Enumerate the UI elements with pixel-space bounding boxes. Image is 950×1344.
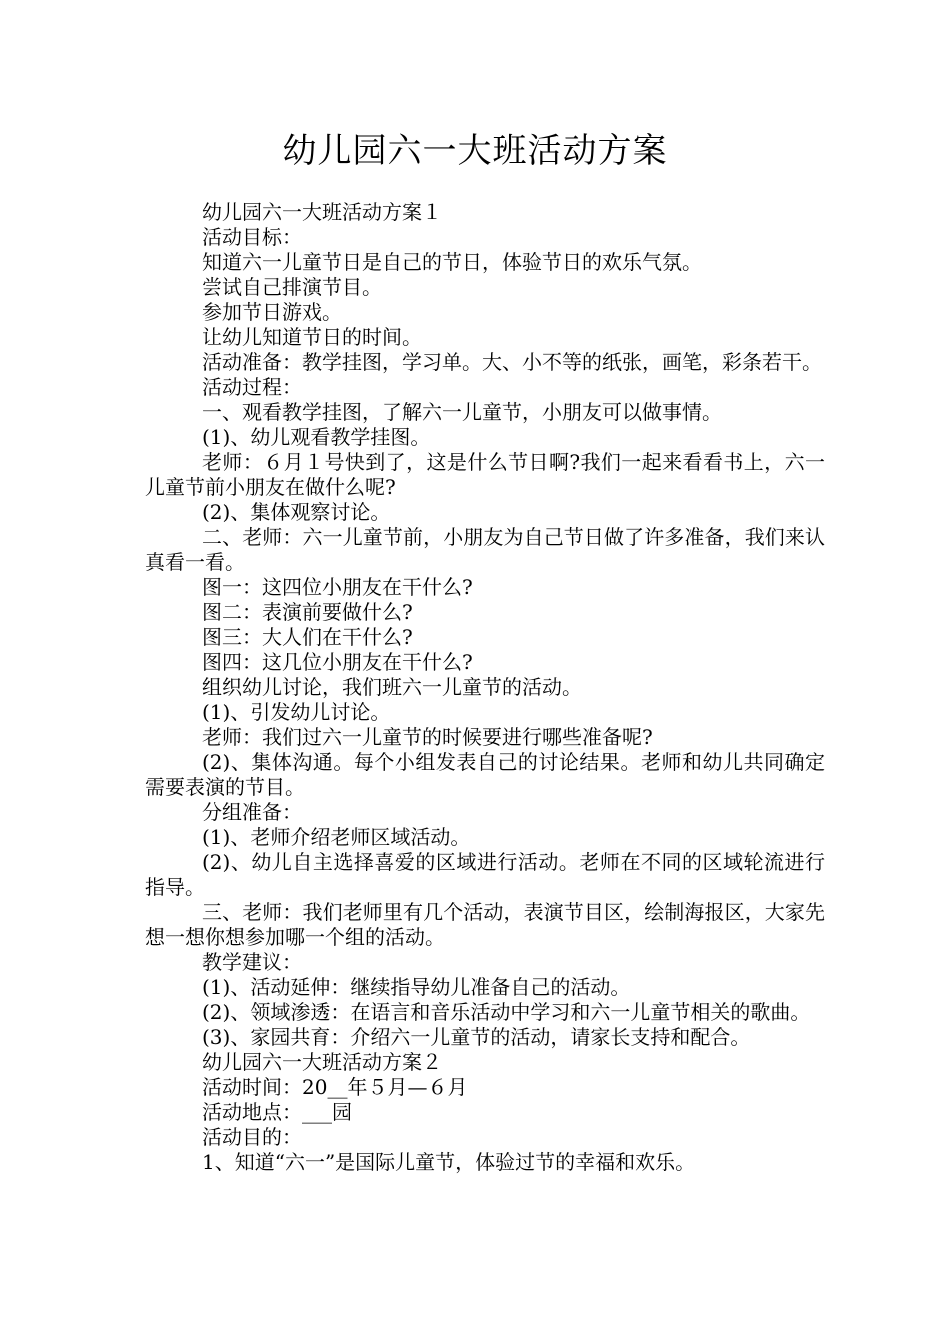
paragraph: 尝试自己排演节目。 (202, 275, 382, 299)
document-body (145, 200, 825, 1175)
paragraph: 参加节日游戏。 (202, 300, 342, 324)
paragraph: 让幼儿知道节日的时间。 (202, 325, 422, 349)
paragraph: (2)、领域渗透：在语言和音乐活动中学习和六一儿童节相关的歌曲。 (202, 1000, 811, 1024)
paragraph: 组织幼儿讨论，我们班六一儿童节的活动。 (202, 675, 582, 699)
paragraph: 1、知道“六一”是国际儿童节，体验过节的幸福和欢乐。 (202, 1150, 696, 1174)
paragraph: 图一：这四位小朋友在干什么? (202, 575, 473, 599)
paragraph: (2)、集体观察讨论。 (202, 500, 391, 524)
document-title: 幼儿园六一大班活动方案 (282, 131, 668, 171)
paragraph-goals-heading: 活动目标： (202, 225, 302, 249)
paragraph-plan-1-heading: 幼儿园六一大班活动方案１ (202, 200, 442, 224)
paragraph: 图二：表演前要做什么? (202, 600, 413, 624)
paragraph: (1)、老师介绍老师区域活动。 (202, 825, 471, 849)
paragraph: (1)、引发幼儿讨论。 (202, 700, 391, 724)
paragraph: 知道六一儿童节日是自己的节日，体验节日的欢乐气氛。 (202, 250, 702, 274)
paragraph: 老师：６月１号快到了，这是什么节日啊?我们一起来看看书上，六一儿童节前小朋友在做什么呢? (145, 450, 825, 499)
paragraph-plan-2-heading: 幼儿园六一大班活动方案２ (202, 1050, 442, 1074)
paragraph: 活动地点：___园 (202, 1100, 352, 1124)
paragraph: 图四：这几位小朋友在干什么? (202, 650, 473, 674)
paragraph: 活动准备：教学挂图，学习单。大、小不等的纸张，画笔，彩条若干。 (202, 350, 822, 374)
paragraph-group-prep-heading: 分组准备： (202, 800, 302, 824)
paragraph-suggestions-heading: 教学建议： (202, 950, 302, 974)
paragraph-process-heading: 活动过程： (202, 375, 302, 399)
paragraph: (2)、集体沟通。每个小组发表自己的讨论结果。老师和幼儿共同确定需要表演的节目。 (145, 750, 825, 799)
paragraph: (1)、活动延伸：继续指导幼儿准备自己的活动。 (202, 975, 631, 999)
paragraph: 二、老师：六一儿童节前，小朋友为自己节日做了许多准备，我们来认真看一看。 (145, 525, 825, 574)
paragraph: 老师：我们过六一儿童节的时候要进行哪些准备呢? (202, 725, 653, 749)
paragraph: 图三：大人们在干什么? (202, 625, 413, 649)
paragraph: 一、观看教学挂图，了解六一儿童节，小朋友可以做事情。 (202, 400, 722, 424)
paragraph: 三、老师：我们老师里有几个活动，表演节目区，绘制海报区，大家先想一想你想参加哪一个组的活动。 (145, 900, 825, 949)
paragraph: (1)、幼儿观看教学挂图。 (202, 425, 431, 449)
paragraph: 活动时间：20__年５月—６月 (202, 1075, 468, 1099)
paragraph: (3)、家园共育：介绍六一儿童节的活动，请家长支持和配合。 (202, 1025, 751, 1049)
paragraph-purpose-heading: 活动目的： (202, 1125, 302, 1149)
paragraph: (2)、幼儿自主选择喜爱的区域进行活动。老师在不同的区域轮流进行指导。 (145, 850, 825, 899)
